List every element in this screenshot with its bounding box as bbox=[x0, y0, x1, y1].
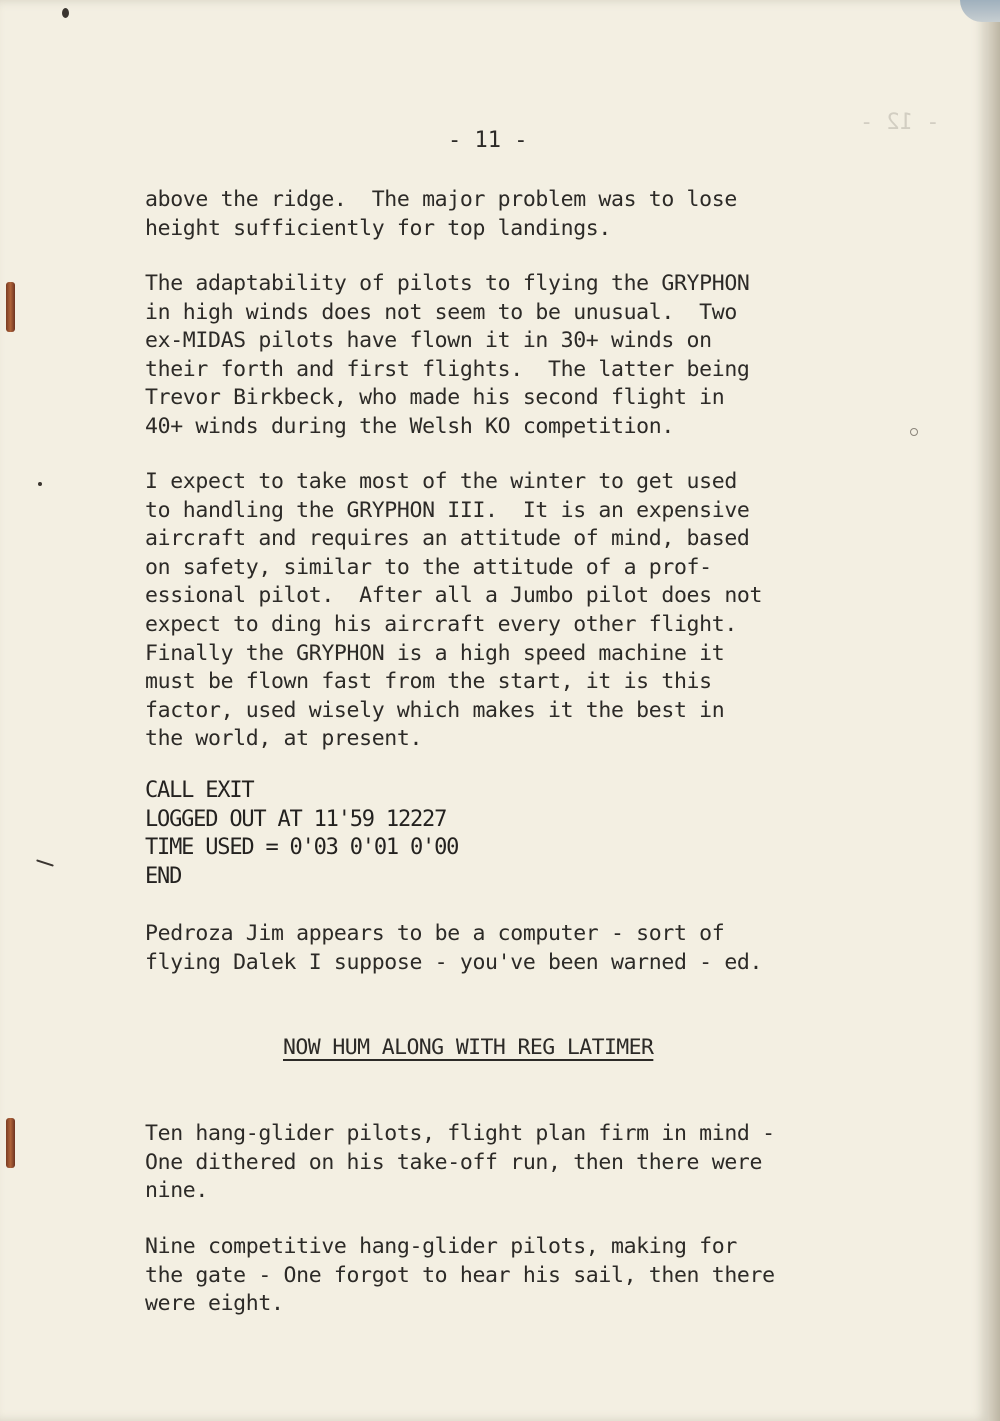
text-line: their forth and first flights. The latter being bbox=[145, 356, 750, 382]
text-line: Pedroza Jim appears to be a computer - sort of bbox=[145, 921, 725, 946]
text-line: to handling the GRYPHON III. It is an expensive bbox=[145, 497, 750, 523]
computer-line: TIME USED = 0'03 0'01 0'00 bbox=[145, 835, 459, 861]
text-line: the gate - One forgot to hear his sail, then there bbox=[145, 1262, 775, 1288]
ink-speck-right bbox=[910, 428, 918, 436]
text-line: ex-MIDAS pilots have flown it in 30+ winds on bbox=[145, 328, 712, 354]
computer-line: LOGGED OUT AT 11'59 12227 bbox=[145, 806, 447, 832]
verse-1 bbox=[145, 1120, 775, 1206]
paragraph-3 bbox=[145, 468, 762, 754]
text-line: must be flown fast from the start, it is this bbox=[145, 669, 712, 695]
text-line: Finally the GRYPHON is a high speed machine it bbox=[145, 640, 725, 666]
punch-mark-top bbox=[62, 8, 69, 18]
text-line: flying Dalek I suppose - you've been warned - ed. bbox=[145, 949, 763, 975]
text-line: 40+ winds during the Welsh KO competition. bbox=[145, 413, 674, 439]
section-heading: NOW HUM ALONG WITH REG LATIMER bbox=[283, 1035, 654, 1060]
text-line: aircraft and requires an attitude of mind, based bbox=[145, 526, 750, 552]
staple-bottom bbox=[6, 1118, 15, 1168]
text-line: nine. bbox=[145, 1178, 208, 1204]
text-line: expect to ding his aircraft every other flight. bbox=[145, 611, 737, 637]
text-line: height sufficiently for top landings. bbox=[145, 215, 611, 241]
paragraph-2 bbox=[145, 270, 750, 442]
text-line: essional pilot. After all a Jumbo pilot does not bbox=[145, 583, 763, 609]
ink-speck bbox=[38, 482, 42, 486]
text-line: The adaptability of pilots to flying the GRYPHON bbox=[145, 271, 750, 296]
text-line: I expect to take most of the winter to get used bbox=[145, 469, 737, 494]
show-through-page-number: - 12 - bbox=[860, 110, 940, 135]
page-edge bbox=[988, 0, 1000, 1421]
text-line: One dithered on his take-off run, then there were bbox=[145, 1149, 763, 1175]
text-line: were eight. bbox=[145, 1291, 284, 1317]
computer-output bbox=[145, 777, 458, 891]
text-line: Trevor Birkbeck, who made his second flight in bbox=[145, 385, 725, 411]
staple-top bbox=[6, 282, 15, 332]
verse-2 bbox=[145, 1233, 775, 1319]
text-line: the world, at present. bbox=[145, 726, 423, 752]
computer-line: END bbox=[145, 863, 182, 889]
page-number: - 11 - bbox=[448, 128, 528, 153]
paragraph-1 bbox=[145, 186, 737, 243]
computer-line: CALL EXIT bbox=[145, 778, 254, 803]
text-line: in high winds does not seem to be unusual. Two bbox=[145, 299, 737, 325]
text-line: factor, used wisely which makes it the best in bbox=[145, 697, 725, 723]
editor-note bbox=[145, 920, 762, 977]
text-line: above the ridge. The major problem was to lose bbox=[145, 187, 737, 212]
text-line: Nine competitive hang-glider pilots, making for bbox=[145, 1234, 737, 1259]
text-line: Ten hang-glider pilots, flight plan firm in mind - bbox=[145, 1121, 775, 1146]
text-line: on safety, similar to the attitude of a prof- bbox=[145, 554, 712, 580]
